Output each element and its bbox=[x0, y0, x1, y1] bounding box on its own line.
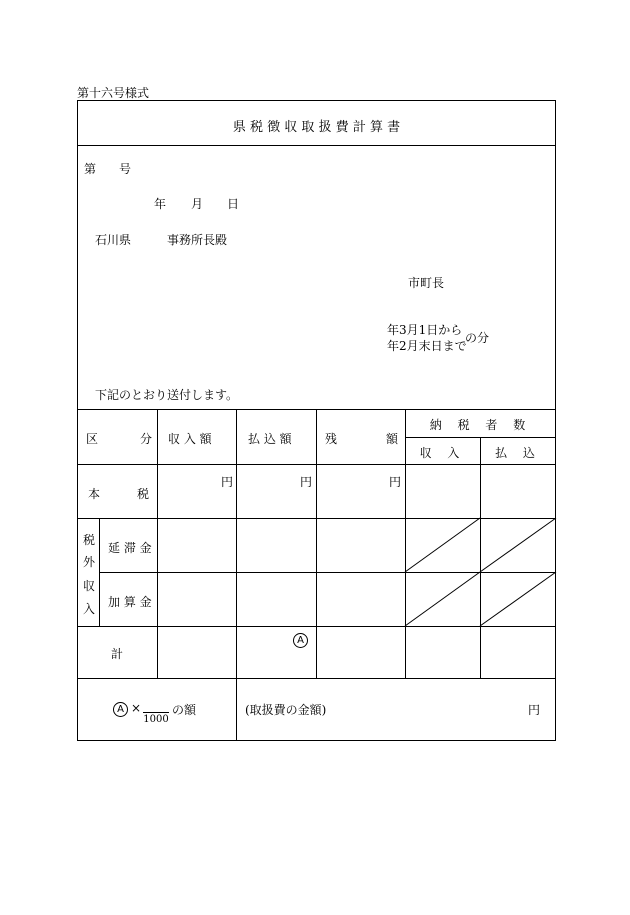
yen-income: 円 bbox=[221, 475, 234, 489]
header-taxpayers: 納 税 者 数 bbox=[429, 418, 532, 432]
extra-group-char-3: 収 bbox=[83, 579, 96, 593]
diagonal-surcharge-payment bbox=[480, 572, 556, 626]
city-mayor: 市町長 bbox=[408, 276, 445, 290]
diagonal-late-fee-income bbox=[405, 518, 480, 572]
circled-a-mark: A bbox=[293, 633, 308, 648]
extra-group-char-1: 税 bbox=[83, 533, 96, 547]
header-balance-left: 残 bbox=[325, 432, 338, 446]
prefecture: 石川県 bbox=[95, 233, 132, 247]
fraction-denominator: 1000 bbox=[143, 714, 169, 725]
footer-times: × bbox=[131, 701, 142, 715]
diagonal-surcharge-income bbox=[405, 572, 480, 626]
total-mark bbox=[293, 632, 308, 648]
date-day: 日 bbox=[227, 197, 240, 211]
extra-group-char-4: 入 bbox=[83, 602, 96, 616]
yen-payment: 円 bbox=[300, 475, 313, 489]
header-category-left: 区 bbox=[86, 432, 99, 446]
diagonal-late-fee-payment bbox=[480, 518, 556, 572]
header-taxpayers-income: 収 入 bbox=[419, 446, 466, 460]
main-tax-right: 税 bbox=[137, 487, 150, 501]
period-to: 年2月末日まで bbox=[387, 339, 467, 353]
header-balance-right: 額 bbox=[386, 432, 399, 446]
number-suffix: 号 bbox=[119, 162, 132, 176]
fraction-bar bbox=[143, 712, 169, 713]
footer-mark bbox=[113, 701, 128, 717]
main-tax-left: 本 bbox=[88, 487, 101, 501]
form-title: 県 税 徴 収 取 扱 費 計 算 書 bbox=[232, 120, 401, 135]
office-recipient: 事務所長殿 bbox=[167, 233, 228, 247]
intro-text: 下記のとおり送付します。 bbox=[95, 388, 239, 402]
form-number: 第十六号様式 bbox=[77, 86, 150, 100]
date-month: 月 bbox=[191, 197, 204, 211]
header-taxpayers-payment: 払 込 bbox=[495, 446, 541, 460]
header-income: 収 入 額 bbox=[168, 432, 212, 446]
footer-suffix: の額 bbox=[172, 703, 197, 717]
extra-group-char-2: 外 bbox=[83, 555, 96, 569]
period-from: 年3月1日から bbox=[387, 323, 463, 337]
header-category-right: 分 bbox=[140, 432, 153, 446]
period-suffix: の分 bbox=[465, 331, 490, 345]
footer-circled-a: A bbox=[113, 702, 128, 717]
date-year: 年 bbox=[154, 197, 167, 211]
number-label: 第 bbox=[84, 162, 97, 176]
header-payment: 払 込 額 bbox=[248, 432, 292, 446]
surcharge-label: 加 算 金 bbox=[108, 595, 152, 609]
yen-balance: 円 bbox=[389, 475, 402, 489]
late-fee-label: 延 滞 金 bbox=[108, 541, 152, 555]
footer-yen: 円 bbox=[528, 703, 541, 717]
total-label: 計 bbox=[111, 647, 124, 661]
fee-label: (取扱費の金額) bbox=[245, 703, 327, 717]
